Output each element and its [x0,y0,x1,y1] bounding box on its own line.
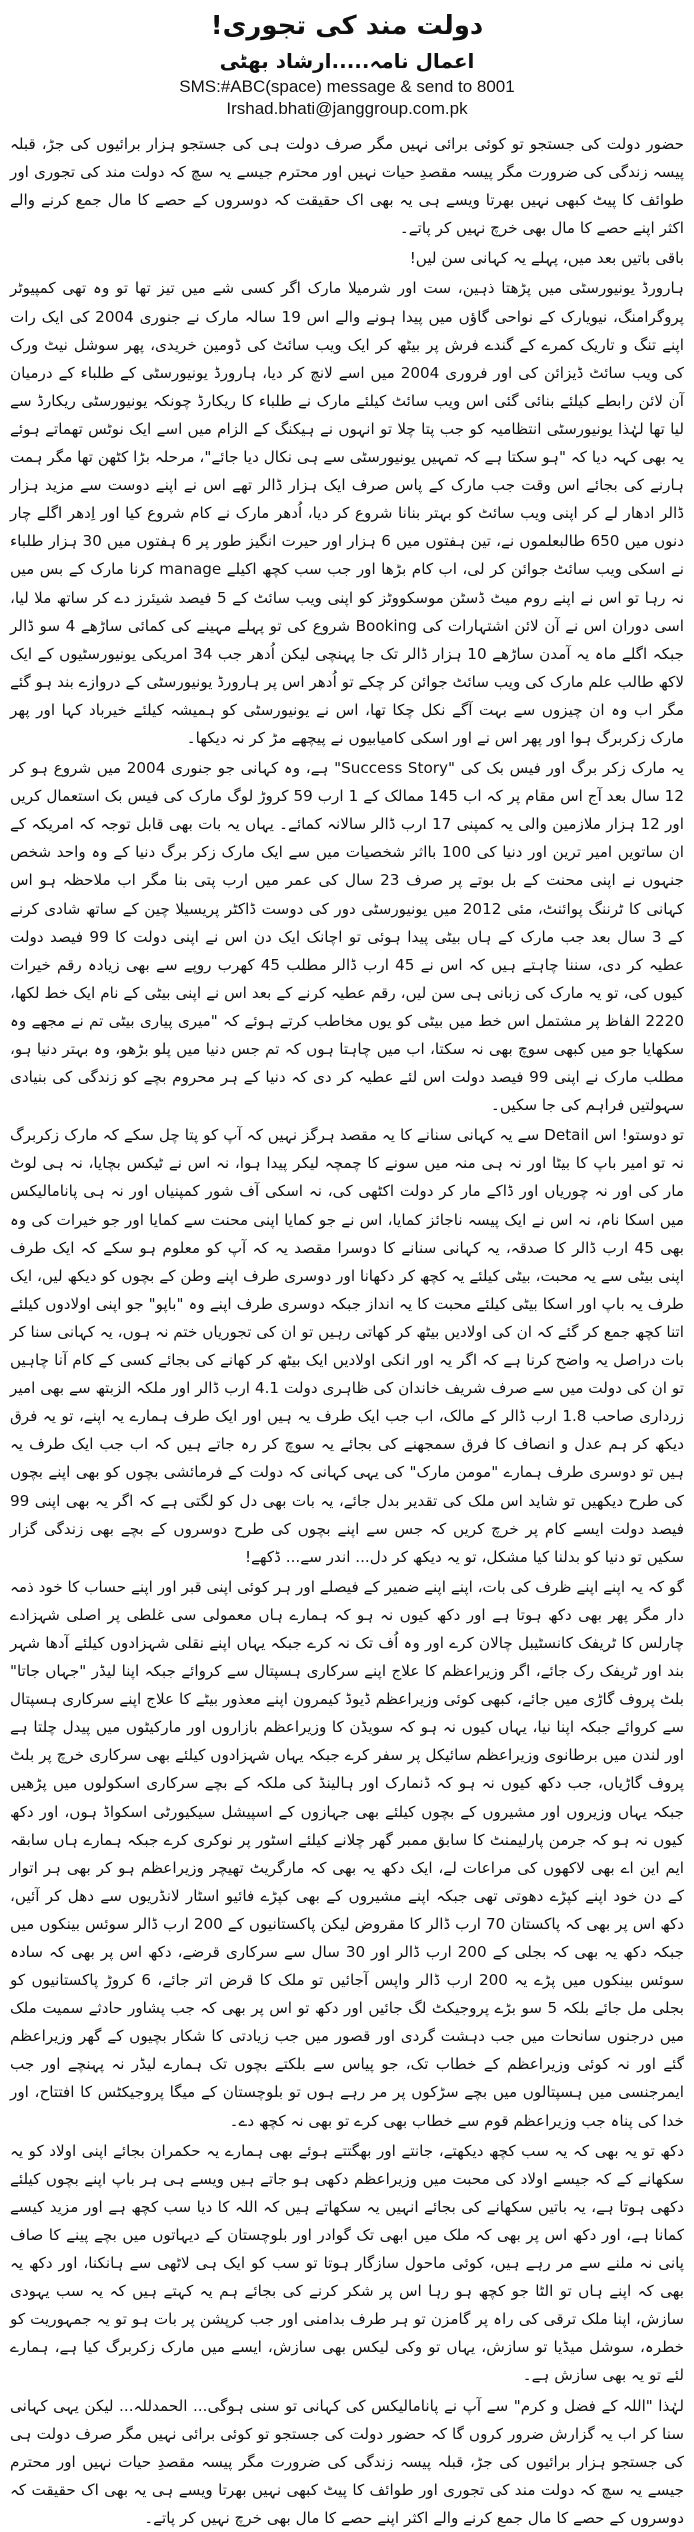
paragraph: لہٰذا "اللہ کے فضل و کرم" سے آپ نے پانامالیکس کی کہانی تو سنی ہوگی... الحمدللہ... لیکن یہی کہانی سنا کر اب یہ گزارش ضرور کروں گا کہ حضور دولت کی جستجو تو کوئی برائی نہیں مگر صرف دولت ہی کی جستجو ہزار برائیوں کی جڑ، قبلہ پیسہ زندگی کی ضرورت مگر پیسہ مقصدِ حیات نہیں اور محترم جیسے یہ سچ کہ دولت مند کی تجوری اور طوائف کا پیٹ کبھی نہیں بھرتا ویسے ہی یہ بھی اک حقیقت کہ دوسروں کے حصے کا مال جمع کرنے والے اکثر اپنے حصے کا مال بھی خرچ نہیں کر پاتے۔ [10,2396,684,2527]
article-title: دولت مند کی تجوری! [210,11,484,41]
byline: اعمال نامہ.....ارشاد بھٹی [219,49,475,73]
paragraph: گو کہ یہ اپنے اپنے ظرف کی بات، اپنے اپنے ضمیر کے فیصلے اور ہر کوئی اپنی قبر اور اپنے حساب کا خود ذمہ دار مگر پھر بھی دکھ ہوتا ہے اور دکھ کیوں نہ ہو کہ ہمارے ہاں معمولی سی غلطی پر اصلی شہزادے چارلس کا ٹریفک کانسٹیبل چالان کرے اور وہ اُف تک نہ کرے جبکہ یہاں اپنے نقلی شہزادوں کیلئے آدھا شہر بند اور ٹریفک رک جائے، اگر وزیراعظم کا علاج اپنے سرکاری ہسپتال سے کروائے جبکہ اپنا لیڈر "جہاں جاتا" بلٹ پروف گاڑی میں جائے، کبھی کوئی وزیراعظم ڈیوڈ کیمرون اپنے معذور بیٹے کا علاج اپنے سرکاری ہسپتال سے کروائے جبکہ اپنا نیا، یہاں کیوں نہ ہو کہ سویڈن کا وزیراعظم بازاروں اور مارکیٹوں میں پیدل چلتا ہے اور لندن میں برطانوی وزیراعظم سائیکل پر سفر کرے جبکہ یہاں شہزادوں کیلئے بھی سرکاری خرچ پر بلٹ پروف گاڑیاں، جب دکھ کیوں نہ ہو کہ ڈنمارک اور ہالینڈ کی ملکہ کے بچے سرکاری اسکولوں میں پڑھیں جبکہ یہاں وزیروں اور مشیروں کے بچوں کیلئے بھی جہازوں کے اسپیشل سیکیورٹی اسکواڈ ہوں، اور دکھ کیوں نہ ہو کہ جرمن پارلیمنٹ کا سابق ممبر گھر چلانے کیلئے اسٹور پر نوکری کرے جبکہ ہمارے ہاں سابقہ ایم این اے بھی لاکھوں کی مراعات لے، ایک دکھ یہ بھی کہ مارگریٹ تھیچر وزیراعظم ہو کر بھی ہر اتوار کے دن خود اپنے کپڑے دھوتی تھی جبکہ اپنے مشیروں کے بھی کپڑے فائیو اسٹار لانڈریوں سے دھل کر آئیں، دکھ اس پر بھی کہ پاکستان 70 ارب ڈالر کا مقروض لیکن پاکستانیوں کے 200 ارب ڈالر سوئس بینکوں میں جبکہ دکھ یہ بھی کہ بجلی کے 200 ارب ڈالر اور 30 سال سے سرکاری قرضے، دکھ اس پر بھی کہ سادہ سوئس بینکوں میں پڑے یہ 200 ارب ڈالر واپس آجائیں تو ملک کا قرض اتر جائے، 6 کروڑ پاکستانیوں کو بجلی مل جائے بلکہ 5 سو بڑے پروجیکٹ لگ جائیں اور دکھ تو اس پر بھی کہ جب پشاور حادثے سمیت ملک میں درجنوں سانحات میں جب دہشت گردی اور قصور میں جب زیادتی کا شکار بچیوں کے گھر وزیراعظم گئے اور نہ کوئی وزیراعظم کے خطاب تک، جو پیاس سے بلکتے بچوں تک ہمارے لیڈر نہ پہنچے اور جب ایمرجنسی میں ہسپتالوں میں بچے سڑکوں پر مر رہے ہوں تو بلوچستان کے میگا پروجیکٹس کا افتتاح، اور خدا کی پناہ جب وزیراعظم قوم سے خطاب بھی کرے تو بھی نہ کچھ دے۔ [10,1577,684,2130]
paragraph: تو دوستو! اس Detail سے یہ کہانی سنانے کا یہ مقصد ہرگز نہیں کہ آپ کو پتا چل سکے کہ مارک زکربرگ نہ تو امیر باپ کا بیٹا اور نہ ہی منہ میں سونے کا چمچہ لیکر پیدا ہوا، نہ اس نے ٹیکس بچایا، نہ ہی لوٹ مار کی اور نہ چوریاں اور ڈاکے مار کر دولت اکٹھی کی، نہ اسکی آف شور کمپنیاں اور نہ ہی پانامالیکس میں اسکا نام، نہ اس نے ایک پیسہ ناجائز کمایا، اس نے جو کمایا اپنی محنت سے کمایا اور جو خیرات کی وہ بھی 45 ارب ڈالر کا صدقہ، یہ کہانی سنانے کا دوسرا مقصد یہ کہ آپ کو معلوم ہو سکے کہ ایک طرف اپنی بیٹی سے یہ محبت، بیٹی کیلئے یہ کچھ کر دکھانا اور دوسری طرف اپنے وطن کے بچوں کو دیکھ لیں، ایک طرف یہ باپ اور اسکا بیٹی کیلئے محبت کا یہ انداز جبکہ دوسری طرف اپنے وہ "باپو" جو اپنی اولادوں کیلئے اتنا کچھ جمع کر گئے کہ ان کی اولادیں بیٹھ کر کھاتی رہیں تو ان کی تجوریاں ختم نہ ہوں، یہ کہانی سنا کر بات دراصل یہ واضح کرنا ہے کہ اگر یہ اور انکی اولادیں ایک بیٹھ کر کھانے کی بجائے کسی کے کام آنا چاہیں تو ان کی دولت میں سے صرف شریف خاندان کی ظاہری دولت 4.1 ارب ڈالر اور ملکہ الزبتھ سے بھی امیر زرداری صاحب 1.8 ارب ڈالر کے مالک، اب جب ایک طرف یہ ہیں اور ایک طرف ہمارے یہ اپنے، تو یہ فرق دیکھ کر ہم عدل و انصاف کا فرق سمجھنے کی بجائے یہ سوچ کر رہ جاتے ہیں کہ اب جب ایک طرف یہ ہیں تو دوسری طرف ہمارے "مومن مارک" کی یہی کہانی کہ دولت کے فرمائشی بچوں کو بھی اپنے بچوں کی طرح دیکھیں تو شاید اس ملک کی تقدیر بدل جائے، یہ بات بھی دل کو لگتی ہے کہ اگر یہ بھی اپنی 99 فیصد دولت ایسے کام پر خرچ کریں کہ جس سے اپنے بچوں کی طرح دوسروں کے بچے بھی زندگی گزار سکیں تو دنیا کو بدلنا کیا مشکل، تو یہ دیکھ کر دل... اندر سے... ڈکھے! [10,1126,685,1566]
paragraph: ہارورڈ یونیورسٹی میں پڑھتا ذہین، ست اور شرمیلا مارک اگر کسی شے میں تیز تھا تو وہ تھی کمپیوٹر پروگرامنگ، نیویارک کے نواحی گاؤں میں پیدا ہونے والے اس 19 سالہ مارک نے جنوری 2004 کی ایک رات اپنے تنگ و تاریک کمرے کے گندے فرش پر بیٹھ کر ایک ویب سائٹ کی ڈومین خریدی، پھر سوشل نیٹ ورک کی ویب سائٹ ڈیزائن کی اور فروری 2004 میں اسے لانچ کر دیا، ہارورڈ یونیورسٹی کے طلباء کے درمیان آن لائن رابطے کیلئے بنائی گئی اس ویب سائٹ کیلئے مارک نے طلباء کا ریکارڈ چونکہ یونیورسٹی ریکارڈ سے لیا تھا لہٰذا یونیورسٹی انتظامیہ کو جب پتا چلا تو انہوں نے ہیکنگ کے الزام میں اسے ایک نوٹس تھماتے ہوئے یہ بھی کہہ دیا کہ "ہو سکتا ہے کہ تمہیں یونیورسٹی سے ہی نکال دیا جائے"، مرحلہ بڑا کٹھن تھا مگر ہمت ہارنے کی بجائے اس وقت جب مارک کے پاس صرف ایک ہزار ڈالر تھے اس نے اپنے دوست سے مزید ہزار ڈالر ادھار لے کر اپنی ویب سائٹ کو بہتر بنانا شروع کر دیا، اُدھر مارک نے کام شروع کیا اور اِدھر اگلے چار دنوں میں 650 طالبعلموں نے، تین ہفتوں میں 6 ہزار اور حیرت انگیز طور پر 6 ہفتوں میں 30 ہزار طلباء نے اسکی ویب سائٹ جوائن کر لی، اب کام بڑھا اور جب سب کچھ اکیلے manage کرنا مارک کے بس میں نہ رہا تو اس نے اپنے روم میٹ ڈسٹن موسکووٹز کو اپنی ویب سائٹ کے 5 فیصد شیئرز دے کر ساتھ ملا لیا، اسی دوران اس نے آن لائن اشتہارات کی Booking شروع کی تو پہلے مہینے کی کمائی ساڑھے 4 سو ڈالر جبکہ اگلے ماہ یہ آمدن ساڑھے 10 ہزار ڈالر تک جا پہنچی لیکن اُدھر جب 34 امریکی یونیورسٹیوں کے ایک لاکھ طالب علم مارک کی ویب سائٹ جوائن کر چکے تو اُدھر اس پر ہارورڈ یونیورسٹی کے دروازے بند ہو گئے مگر اب وہ ان چیزوں سے بہت آگے نکل چکا تھا، اس نے یونیورسٹی کو ہمیشہ کیلئے خیرباد کہا اور پھر مارک زکربرگ ہوا اور پھر اس نے اور اسکی کامیابیوں نے پیچھے مڑ کر نہ دیکھا۔ [10,279,685,747]
column-header [0,0,694,120]
sms-instructions: SMS:#ABC(space) message & send to 8001 [179,77,515,96]
article-body [10,130,685,2527]
paragraph: دکھ تو یہ بھی کہ یہ سب کچھ دیکھتے، جانتے اور بھگتتے ہوئے بھی ہمارے یہ حکمران بجائے اپنی اولاد کو یہ سکھانے کے کہ جیسے اولاد کی محبت میں وزیراعظم دکھی ہو جاتے ہیں ویسے ہی ہر باپ اپنے بچوں کیلئے دکھی ہوتا ہے، یہ باتیں سکھانے کی بجائے انہیں یہ سکھاتے ہیں کہ اللہ کا دیا سب کچھ ہے اور مزید کیسے کمانا ہے، اور دکھ اس پر بھی کہ ملک میں ابھی تک گوادر اور بلوچستان کے دیہاتوں میں بچے پینے کا صاف پانی نہ ملنے سے مر رہے ہیں، کوئی ماحول سازگار ہوتا تو سب کو ایک ہی لاٹھی سے ہانکنا، اور دکھ یہ بھی کہ اپنے ہاں تو الٹا جو کچھ ہو رہا اس پر شکر کرنے کی بجائے ہم یہ کہتے ہیں کہ یہ سب یہودی سازش، اپنا ملک ترقی کی راہ پر گامزن تو ہر طرف بدامنی اور جب کرپشن پر بات ہو تو یہ جمہوریت کو خطرہ، سوشل میڈیا تو سازش، یہاں تو وکی لیکس بھی سازش، ایسے میں مارک زکربرگ کیا ہے، ہمارے لئے تو یہ بھی سازش ہے۔ [10,2141,684,2385]
paragraph: حضور دولت کی جستجو تو کوئی برائی نہیں مگر صرف دولت ہی کی جستجو ہزار برائیوں کی جڑ، قبلہ پیسہ زندگی کی ضرورت مگر پیسہ مقصدِ حیات نہیں اور محترم جیسے یہ سچ کہ دولت مند کی تجوری اور طوائف کا پیٹ کبھی نہیں بھرتا ویسے ہی یہ بھی اک حقیقت کہ دوسروں کے حصے کا مال جمع کرنے والے اکثر اپنے حصے کا مال بھی خرچ نہیں کر پاتے۔ [10,135,684,238]
paragraph: باقی باتیں بعد میں، پہلے یہ کہانی سن لیں! [409,249,684,268]
paragraph: یہ مارک زکر برگ اور فیس بک کی "Success Story" ہے، وہ کہانی جو جنوری 2004 میں شروع ہو کر 12 سال بعد آج اس مقام پر کہ اب 145 ممالک کے 1 ارب 59 کروڑ لوگ مارک کی فیس بک استعمال کریں اور 12 ہزار ملازمین والی یہ کمپنی 17 ارب ڈالر سالانہ کمائے۔ یہاں یہ بات بھی قابل توجہ کہ امریکہ کے ان ساتویں امیر ترین اور دنیا کی 100 بااثر شخصیات میں سے ایک مارک زکر برگ دنیا کے وہ واحد شخص جنہوں نے اپنی محنت کے بل بوتے پر صرف 23 سال کی عمر میں ارب پتی بنا مگر اب ملاحظہ ہو اس کہانی کا ٹرننگ پوائنٹ، مئی 2012 میں یونیورسٹی دور کی دوست ڈاکٹر پریسیلا چین کے ساتھ شادی کرنے کے 3 سال بعد جب مارک کے ہاں بیٹی پیدا ہوئی تو اچانک ایک دن اس نے اپنی دولت کا 99 فیصد دولت عطیہ کر دی، سننا چاہتے ہیں کہ اس نے 45 ارب ڈالر مطلب 45 کھرب روپے سے بھی زیادہ رقم خیرات کیوں کی، تو یہ مارک کی زبانی ہی سن لیں، رقم عطیہ کرنے کے بعد اس نے اپنی بیٹی کے نام ایک خط لکھا، 2220 الفاظ پر مشتمل اس خط میں بیٹی کو یوں مخاطب کرتے ہوئے کہ "میری پیاری بیٹی تم نے مجھے وہ سکھایا جو میں کبھی سوچ بھی نہ سکتا، اب میں چاہتا ہوں کہ تم جس دنیا میں پلو بڑھو، وہ بہتر دنیا ہو، مطلب مارک نے اپنی 99 فیصد دولت اس لئے عطیہ کر دی کہ دنیا کے ہر محروم بچے کو زندگی کی بنیادی سہولتیں فراہم کی جا سکیں۔ [10,759,684,1115]
author-email: Irshad.bhati@janggroup.com.pk [226,99,468,118]
